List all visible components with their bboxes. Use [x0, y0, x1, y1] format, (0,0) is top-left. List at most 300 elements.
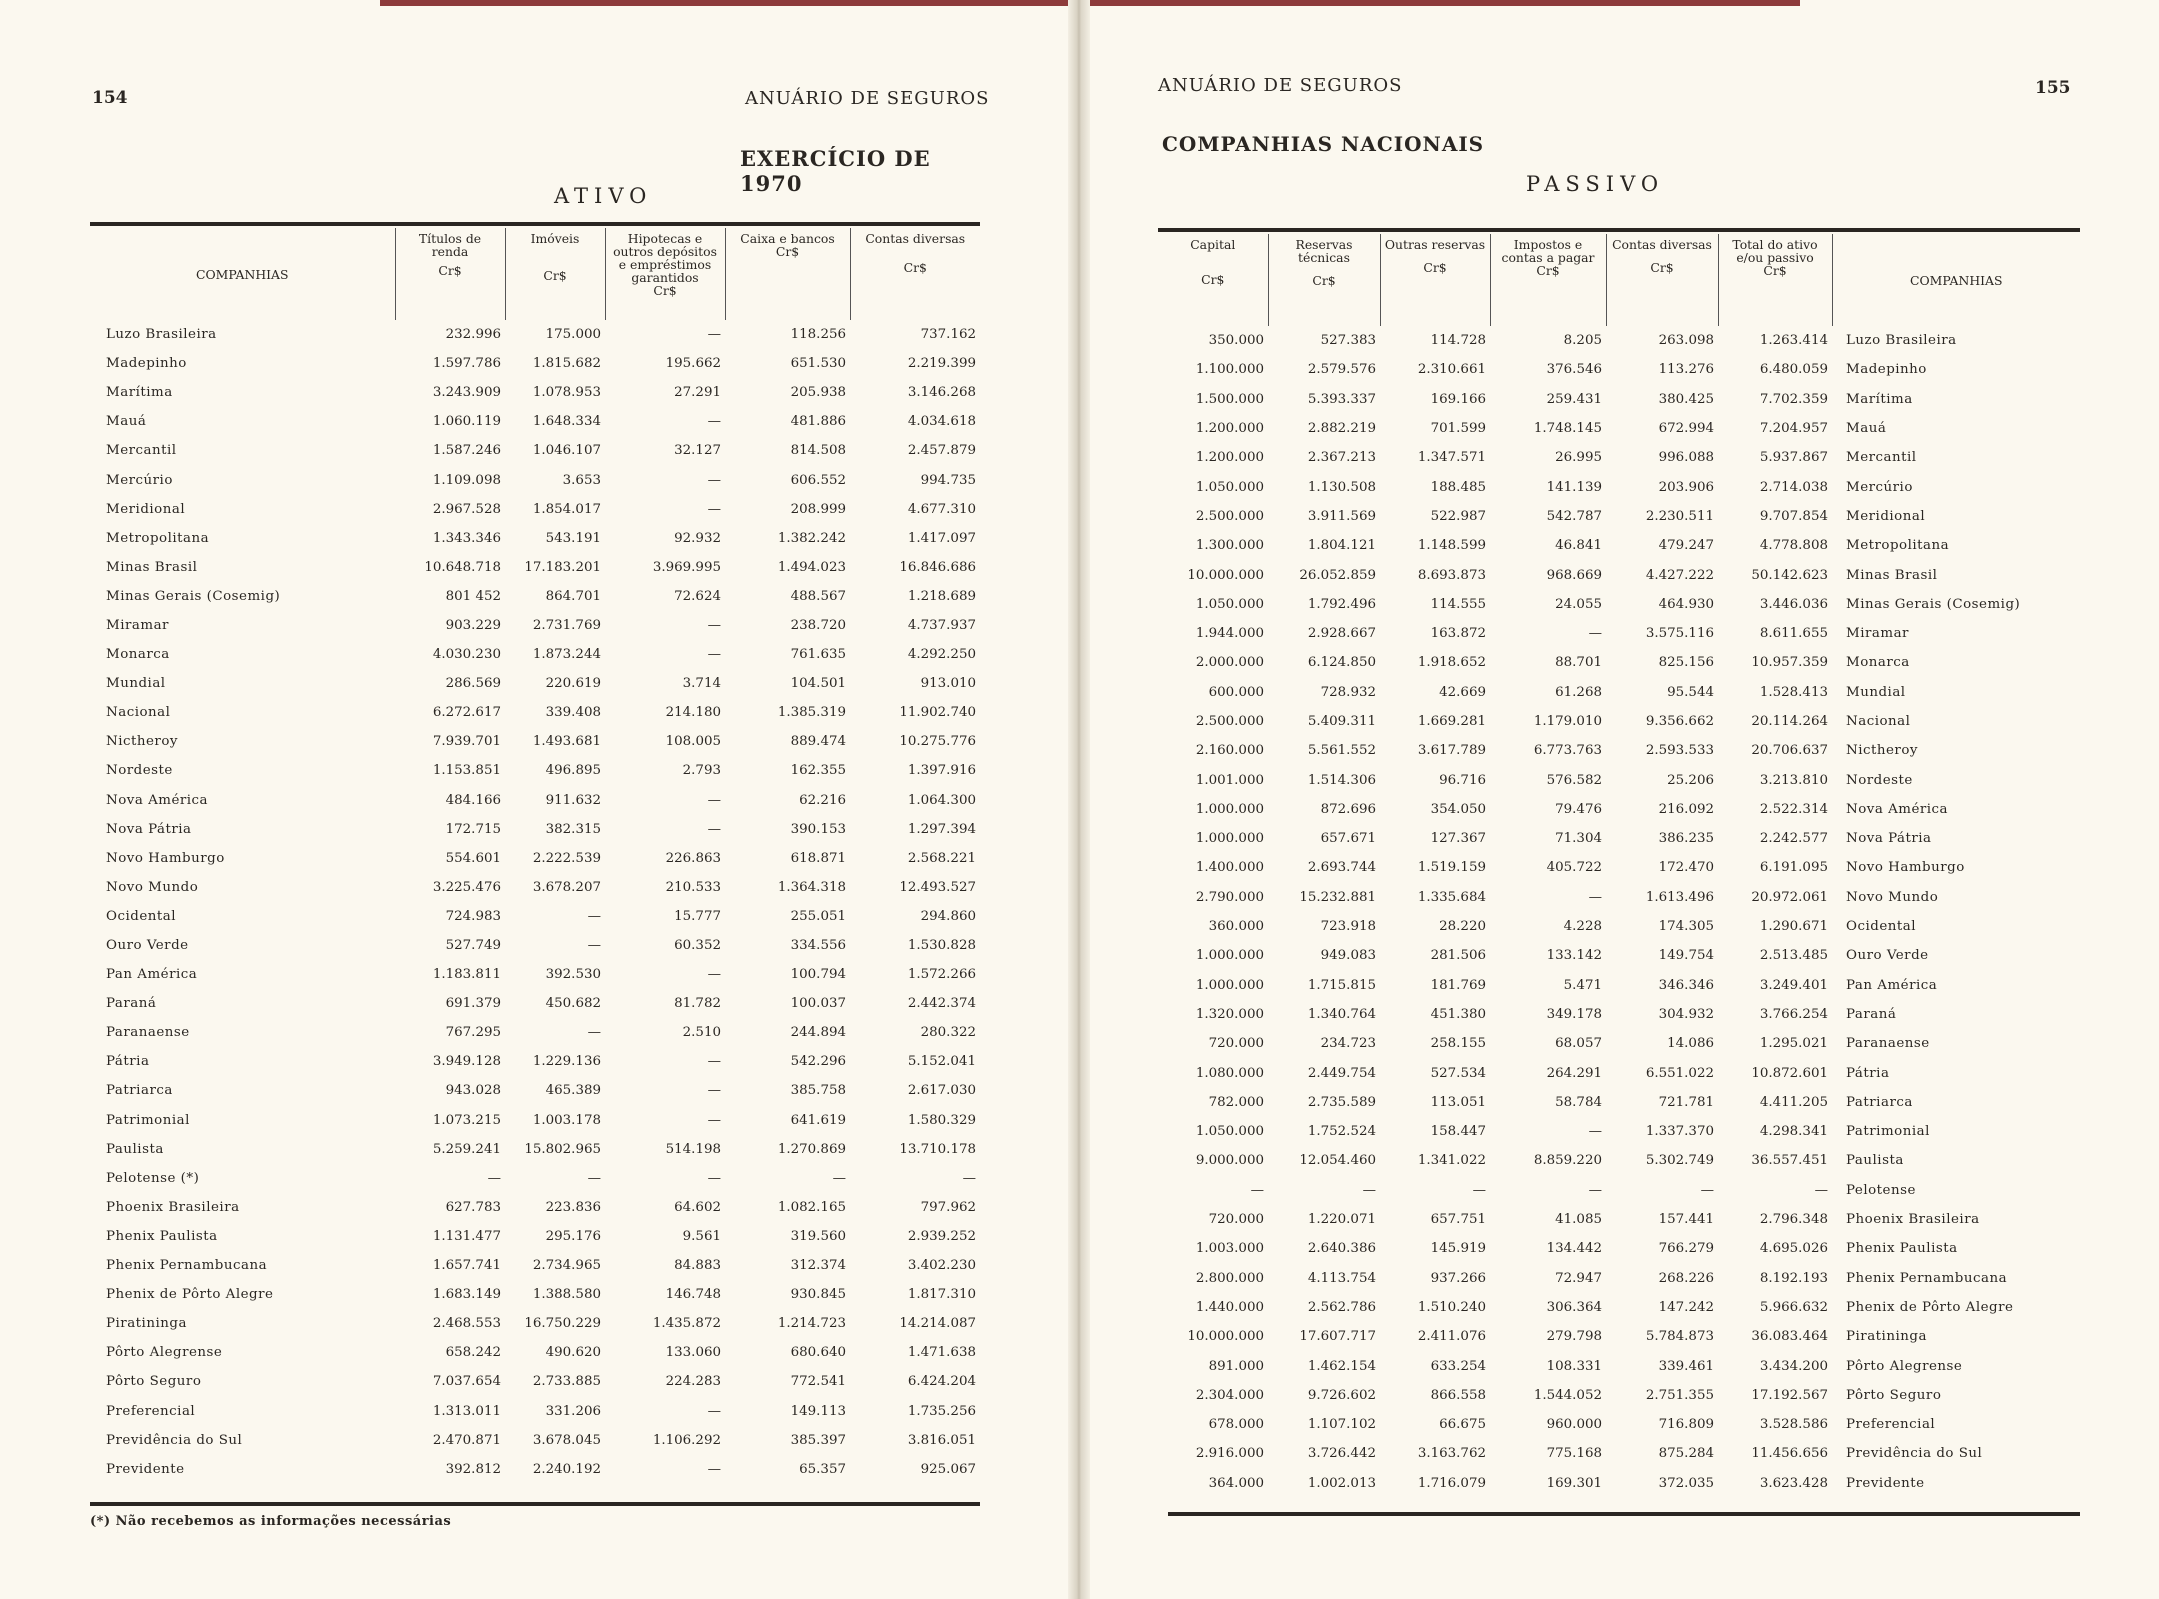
company-name-cell: Pelotense [1846, 1182, 1916, 1198]
table-row [1158, 1058, 2080, 1087]
right-page [1150, 0, 2090, 1599]
company-name-cell: Patriarca [1846, 1094, 1913, 1110]
value-cell: 678.000 [1208, 1417, 1264, 1433]
value-cell: 721.781 [1658, 1094, 1714, 1110]
value-cell: 2.513.485 [1759, 948, 1828, 964]
value-cell: — [1588, 889, 1602, 905]
page-number: 155 [2035, 78, 2071, 98]
value-cell: 1.716.079 [1417, 1475, 1486, 1491]
value-cell: 100.794 [790, 967, 846, 983]
value-cell: 949.083 [1320, 948, 1376, 964]
company-name-cell: Patrimonial [1846, 1124, 1930, 1140]
value-cell: 484.166 [445, 792, 501, 808]
value-cell: 127.367 [1430, 831, 1486, 847]
value-cell: 465.389 [545, 1083, 601, 1099]
company-name-cell: Mercúrio [106, 472, 173, 488]
value-cell: — [487, 1170, 501, 1186]
value-cell: 5.393.337 [1307, 391, 1376, 407]
value-cell: 32.127 [674, 443, 721, 459]
company-name-cell: Nova América [1846, 801, 1949, 817]
value-cell: 2.751.355 [1645, 1387, 1714, 1403]
value-cell: 479.247 [1658, 538, 1714, 554]
value-cell: 2.240.192 [532, 1461, 601, 1477]
value-cell: 2.967.528 [432, 501, 501, 517]
value-cell: 2.568.221 [907, 850, 976, 866]
table-row [1158, 765, 2080, 794]
table-row [1158, 355, 2080, 384]
value-cell: 118.256 [790, 327, 846, 343]
value-cell: 7.037.654 [432, 1374, 501, 1390]
table-row [1158, 648, 2080, 677]
value-cell: 1.003.178 [532, 1112, 601, 1128]
ativo-table [90, 228, 980, 1484]
value-cell: 2.219.399 [907, 356, 976, 372]
value-cell: 543.191 [545, 530, 601, 546]
value-cell: 1.200.000 [1195, 450, 1264, 466]
value-cell: — [707, 1170, 721, 1186]
table-row [90, 756, 980, 785]
value-cell: — [832, 1170, 846, 1186]
value-cell: 1.179.010 [1533, 714, 1602, 729]
value-cell: 1.320.000 [1195, 1006, 1264, 1022]
value-cell: 1.337.370 [1645, 1124, 1714, 1140]
header-row [1158, 234, 2080, 326]
company-name-cell: Ocidental [106, 908, 177, 924]
table-row [1158, 619, 2080, 648]
company-name-cell: Miramar [1846, 626, 1909, 642]
value-cell: 294.860 [920, 908, 976, 924]
value-cell: 864.701 [545, 588, 601, 604]
value-cell: 3.446.036 [1759, 596, 1828, 612]
value-cell: 2.160.000 [1195, 743, 1264, 759]
group-title: COMPANHIAS NACIONAIS [1162, 132, 1485, 156]
value-cell: 28.220 [1439, 919, 1486, 935]
company-name-cell: Meridional [106, 501, 186, 517]
value-cell: 6.191.095 [1759, 860, 1828, 876]
table-row [90, 1106, 980, 1135]
value-cell: 114.555 [1430, 596, 1486, 612]
value-cell: 903.229 [445, 617, 501, 633]
value-cell: 3.402.230 [907, 1258, 976, 1274]
value-cell: 114.728 [1430, 333, 1486, 349]
company-name-cell: Metropolitana [1846, 538, 1950, 554]
table-row [1158, 1322, 2080, 1351]
value-cell: 1.131.477 [432, 1228, 501, 1244]
table-row [1158, 1293, 2080, 1322]
value-cell: 134.442 [1546, 1241, 1602, 1257]
value-cell: 6.551.022 [1645, 1065, 1714, 1081]
value-cell: 349.178 [1546, 1006, 1602, 1022]
value-cell: 1.003.000 [1195, 1241, 1264, 1257]
value-cell: 9.726.602 [1307, 1387, 1376, 1403]
value-cell: 15.232.881 [1299, 889, 1376, 905]
value-cell: 450.682 [545, 996, 601, 1012]
company-name-cell: Nova Pátria [1846, 831, 1932, 847]
value-cell: — [707, 501, 721, 517]
value-cell: 872.696 [1320, 801, 1376, 817]
value-cell: 5.561.552 [1307, 743, 1376, 759]
value-cell: 6.272.617 [432, 705, 501, 721]
company-name-cell: Previdência do Sul [1846, 1446, 1983, 1462]
table-row [1158, 472, 2080, 501]
value-cell: 25.206 [1667, 772, 1714, 788]
table-row [1158, 707, 2080, 736]
value-cell: 633.254 [1430, 1358, 1486, 1374]
table-row [90, 378, 980, 407]
company-name-cell: Pôrto Alegrense [1846, 1358, 1963, 1374]
value-cell: 913.010 [920, 676, 976, 692]
value-cell: 6.480.059 [1759, 362, 1828, 378]
value-cell: 2.242.577 [1759, 831, 1828, 847]
value-cell: 372.035 [1658, 1475, 1714, 1491]
value-cell: 5.784.873 [1645, 1329, 1714, 1345]
value-cell: 761.635 [790, 647, 846, 663]
value-cell: 1.397.916 [907, 763, 976, 779]
company-name-cell: Mercúrio [1846, 479, 1913, 495]
value-cell: 81.782 [674, 996, 721, 1012]
value-cell: 797.962 [920, 1199, 976, 1215]
value-cell: 1.341.022 [1417, 1153, 1486, 1169]
top-rule [90, 222, 980, 226]
value-cell: 657.751 [1430, 1212, 1486, 1228]
company-name-cell: Phoenix Brasileira [1846, 1212, 1980, 1228]
value-cell: 386.235 [1658, 831, 1714, 847]
value-cell: 1.270.869 [777, 1141, 846, 1157]
value-cell: 1.587.246 [432, 443, 501, 459]
value-cell: 205.938 [790, 385, 846, 401]
value-cell: 1.130.508 [1307, 479, 1376, 495]
value-cell: 3.766.254 [1759, 1006, 1828, 1022]
value-cell: 2.222.539 [532, 850, 601, 866]
value-cell: — [587, 908, 601, 924]
value-cell: 216.092 [1658, 801, 1714, 817]
value-cell: 312.374 [790, 1258, 846, 1274]
bottom-rule [1168, 1512, 2080, 1516]
value-cell: 17.183.201 [524, 559, 601, 575]
company-name-cell: Pôrto Seguro [1846, 1387, 1942, 1403]
value-cell: 158.447 [1430, 1124, 1486, 1140]
value-cell: 1.050.000 [1195, 1124, 1264, 1140]
value-cell: 801 452 [445, 588, 501, 604]
table-row [1158, 853, 2080, 882]
value-cell: 875.284 [1658, 1446, 1714, 1462]
table-row [1158, 1176, 2080, 1205]
table-row [90, 815, 980, 844]
company-name-cell: Madepinho [106, 356, 187, 372]
value-cell: 720.000 [1208, 1212, 1264, 1228]
value-cell: 3.434.200 [1759, 1358, 1828, 1374]
value-cell: 3.911.569 [1307, 508, 1376, 524]
table-row [90, 1135, 980, 1164]
value-cell: 775.168 [1546, 1446, 1602, 1462]
company-name-cell: Novo Hamburgo [106, 850, 225, 866]
value-cell: 133.060 [665, 1345, 721, 1361]
company-name-cell: Phenix Pernambucana [106, 1258, 268, 1274]
company-name-cell: Minas Gerais (Cosemig) [1846, 596, 2021, 612]
value-cell: 737.162 [920, 327, 976, 343]
value-cell: 680.640 [790, 1345, 846, 1361]
value-cell: 2.640.386 [1307, 1241, 1376, 1257]
value-cell: 1.944.000 [1195, 626, 1264, 642]
table-row [90, 320, 980, 349]
value-cell: 104.501 [790, 676, 846, 692]
company-name-cell: Pelotense (*) [106, 1170, 200, 1186]
value-cell: 15.802.965 [524, 1141, 601, 1157]
value-cell: — [1814, 1182, 1828, 1198]
value-cell: 72.624 [674, 588, 721, 604]
company-name-cell: Paranaense [106, 1025, 190, 1041]
value-cell: 911.632 [545, 792, 601, 808]
value-cell: 488.567 [790, 588, 846, 604]
value-cell: 24.055 [1555, 596, 1602, 612]
value-cell: — [707, 967, 721, 983]
company-name-cell: Ouro Verde [1846, 948, 1929, 964]
company-name-cell: Mauá [106, 414, 147, 430]
value-cell: 7.702.359 [1759, 391, 1828, 407]
value-cell: 210.533 [665, 879, 721, 895]
value-cell: 527.383 [1320, 333, 1376, 349]
table-row [90, 1047, 980, 1076]
value-cell: 1.290.671 [1759, 919, 1828, 935]
value-cell: 3.163.762 [1417, 1446, 1486, 1462]
value-cell: 1.715.815 [1307, 977, 1376, 993]
value-cell: 672.994 [1658, 421, 1714, 437]
value-cell: 1.400.000 [1195, 860, 1264, 876]
value-cell: 1.218.689 [907, 588, 976, 604]
value-cell: 58.784 [1555, 1094, 1602, 1110]
value-cell: 2.693.744 [1307, 860, 1376, 876]
table-row [90, 1396, 980, 1425]
value-cell: 2.500.000 [1195, 508, 1264, 524]
value-cell: 84.883 [674, 1258, 721, 1274]
value-cell: 188.485 [1430, 479, 1486, 495]
table-row [1158, 590, 2080, 619]
value-cell: 9.356.662 [1645, 714, 1714, 729]
value-cell: 331.206 [545, 1403, 601, 1419]
value-cell: 3.146.268 [907, 385, 976, 401]
value-cell: 2.367.213 [1307, 450, 1376, 466]
value-cell: 174.305 [1658, 919, 1714, 935]
value-cell: 376.546 [1546, 362, 1602, 378]
table-row [1158, 560, 2080, 589]
value-cell: 4.030.230 [432, 647, 501, 663]
value-cell: 6.773.763 [1533, 743, 1602, 759]
value-cell: 279.798 [1546, 1329, 1602, 1345]
table-row [1158, 1088, 2080, 1117]
value-cell: 280.322 [920, 1025, 976, 1041]
value-cell: 5.152.041 [907, 1054, 976, 1070]
value-cell: 4.034.618 [907, 414, 976, 430]
value-cell: 145.919 [1430, 1241, 1486, 1257]
value-cell: 8.205 [1563, 333, 1602, 349]
value-cell: 1.657.741 [432, 1258, 501, 1274]
value-cell: — [707, 1461, 721, 1477]
table-row [1158, 1029, 2080, 1058]
value-cell: 1.050.000 [1195, 479, 1264, 495]
section-title-passivo: PASSIVO [1526, 172, 1665, 196]
value-cell: 149.113 [790, 1403, 846, 1419]
table-row [90, 873, 980, 902]
value-cell: 1.735.256 [907, 1403, 976, 1419]
value-cell: 481.886 [790, 414, 846, 430]
value-cell: 1.000.000 [1195, 948, 1264, 964]
value-cell: 208.999 [790, 501, 846, 517]
value-cell: 226.863 [665, 850, 721, 866]
company-name-cell: Minas Gerais (Cosemig) [106, 588, 281, 604]
value-cell: 3.816.051 [907, 1432, 976, 1448]
table-row [1158, 678, 2080, 707]
value-cell: 4.677.310 [907, 501, 976, 517]
table-row [90, 465, 980, 494]
value-cell: 1.752.524 [1307, 1124, 1376, 1140]
value-cell: 14.214.087 [899, 1316, 976, 1332]
company-name-cell: Phenix de Pôrto Alegre [106, 1287, 274, 1303]
value-cell: 723.918 [1320, 919, 1376, 935]
value-cell: 2.442.374 [907, 996, 976, 1012]
company-name-cell: Pôrto Alegrense [106, 1345, 223, 1361]
value-cell: 1.214.723 [777, 1316, 846, 1332]
value-cell: 10.000.000 [1187, 1329, 1264, 1345]
company-name-cell: Phenix Paulista [106, 1228, 218, 1244]
value-cell: 95.544 [1667, 684, 1714, 700]
value-cell: 720.000 [1208, 1036, 1264, 1052]
value-cell: 10.275.776 [899, 734, 976, 750]
company-name-cell: Minas Brasil [1846, 567, 1938, 583]
value-cell: — [707, 414, 721, 430]
value-cell: 1.297.394 [907, 821, 976, 837]
value-cell: 1.544.052 [1533, 1387, 1602, 1403]
table-row [90, 1251, 980, 1280]
table-row [90, 1076, 980, 1105]
value-cell: 701.599 [1430, 421, 1486, 437]
company-name-cell: Paraná [1846, 1006, 1897, 1022]
header-companhias: COMPANHIAS [1832, 234, 2080, 326]
table-row [90, 1426, 980, 1455]
value-cell: — [707, 821, 721, 837]
value-cell: 2.796.348 [1759, 1212, 1828, 1228]
value-cell: 2.411.076 [1417, 1329, 1486, 1345]
table-row [90, 349, 980, 378]
value-cell: 360.000 [1208, 919, 1264, 935]
company-name-cell: Piratininga [1846, 1329, 1927, 1345]
company-name-cell: Nacional [106, 705, 171, 721]
value-cell: — [707, 1083, 721, 1099]
value-cell: 64.602 [674, 1199, 721, 1215]
company-name-cell: Monarca [1846, 655, 1910, 671]
value-cell: 9.707.854 [1759, 508, 1828, 524]
value-cell: 203.906 [1658, 479, 1714, 495]
value-cell: 268.226 [1658, 1270, 1714, 1286]
value-cell: 46.841 [1555, 538, 1602, 554]
value-cell: 157.441 [1658, 1212, 1714, 1228]
value-cell: 9.561 [682, 1228, 721, 1244]
value-cell: 1.918.652 [1417, 655, 1486, 671]
table-row [1158, 1117, 2080, 1146]
value-cell: 36.557.451 [1751, 1153, 1828, 1169]
value-cell: 16.846.686 [899, 559, 976, 575]
value-cell: 5.259.241 [432, 1141, 501, 1157]
value-cell: 1.792.496 [1307, 596, 1376, 612]
value-cell: 527.534 [1430, 1065, 1486, 1081]
value-cell: 930.845 [790, 1287, 846, 1303]
value-cell: 1.804.121 [1307, 538, 1376, 554]
table-row [1158, 941, 2080, 970]
value-cell: 4.228 [1563, 919, 1602, 935]
value-cell: 2.457.879 [907, 443, 976, 459]
company-name-cell: Nictheroy [106, 734, 178, 750]
value-cell: 1.528.413 [1759, 684, 1828, 700]
value-cell: 1.572.266 [907, 967, 976, 983]
company-name-cell: Nova Pátria [106, 821, 192, 837]
value-cell: 490.620 [545, 1345, 601, 1361]
company-name-cell: Luzo Brasileira [1846, 333, 1957, 349]
value-cell: 766.279 [1658, 1241, 1714, 1257]
value-cell: — [707, 1112, 721, 1128]
value-cell: 1.510.240 [1417, 1299, 1486, 1315]
company-name-cell: Mercantil [1846, 450, 1917, 466]
header-contas: Contas diversas Cr$ [850, 228, 980, 320]
value-cell: 2.510 [682, 1025, 721, 1041]
value-cell: 60.352 [674, 938, 721, 954]
table-row [1158, 795, 2080, 824]
value-cell: 1.046.107 [532, 443, 601, 459]
value-cell: 234.723 [1320, 1036, 1376, 1052]
table-row [1158, 824, 2080, 853]
company-name-cell: Paranaense [1846, 1036, 1930, 1052]
book-spine [1068, 0, 1090, 1599]
header-outras-reservas: Outras reservas Cr$ [1380, 234, 1490, 326]
value-cell: 17.192.567 [1751, 1387, 1828, 1403]
company-name-cell: Previdente [106, 1461, 185, 1477]
company-name-cell: Novo Hamburgo [1846, 860, 1965, 876]
value-cell: 3.213.810 [1759, 772, 1828, 788]
value-cell: 232.996 [445, 327, 501, 343]
top-rule [1158, 228, 2080, 232]
left-page [80, 0, 1000, 1599]
value-cell: 1.817.310 [907, 1287, 976, 1303]
value-cell: 1.385.319 [777, 705, 846, 721]
value-cell: 2.882.219 [1307, 421, 1376, 437]
value-cell: 385.397 [790, 1432, 846, 1448]
value-cell: 354.050 [1430, 801, 1486, 817]
value-cell: 767.295 [445, 1025, 501, 1041]
value-cell: 814.508 [790, 443, 846, 459]
company-name-cell: Phenix de Pôrto Alegre [1846, 1299, 2014, 1315]
value-cell: 147.242 [1658, 1299, 1714, 1315]
company-name-cell: Phoenix Brasileira [106, 1199, 240, 1215]
value-cell: 1.073.215 [432, 1112, 501, 1128]
value-cell: 339.461 [1658, 1358, 1714, 1374]
value-cell: 1.001.000 [1195, 772, 1264, 788]
value-cell: 1.343.346 [432, 530, 501, 546]
value-cell: 782.000 [1208, 1094, 1264, 1110]
value-cell: 68.057 [1555, 1036, 1602, 1052]
value-cell: 1.060.119 [432, 414, 501, 430]
table-row [1158, 502, 2080, 531]
company-name-cell: Nordeste [106, 763, 173, 779]
value-cell: 149.754 [1658, 948, 1714, 964]
value-cell: 10.000.000 [1187, 567, 1264, 583]
table-row [90, 1164, 980, 1193]
company-name-cell: Nictheroy [1846, 743, 1918, 759]
value-cell: 7.204.957 [1759, 421, 1828, 437]
value-cell: 1.854.017 [532, 501, 601, 517]
value-cell: 8.859.220 [1533, 1153, 1602, 1169]
company-name-cell: Patriarca [106, 1083, 173, 1099]
value-cell: 4.411.205 [1759, 1094, 1828, 1110]
value-cell: 600.000 [1208, 684, 1264, 700]
value-cell: 1.340.764 [1307, 1006, 1376, 1022]
